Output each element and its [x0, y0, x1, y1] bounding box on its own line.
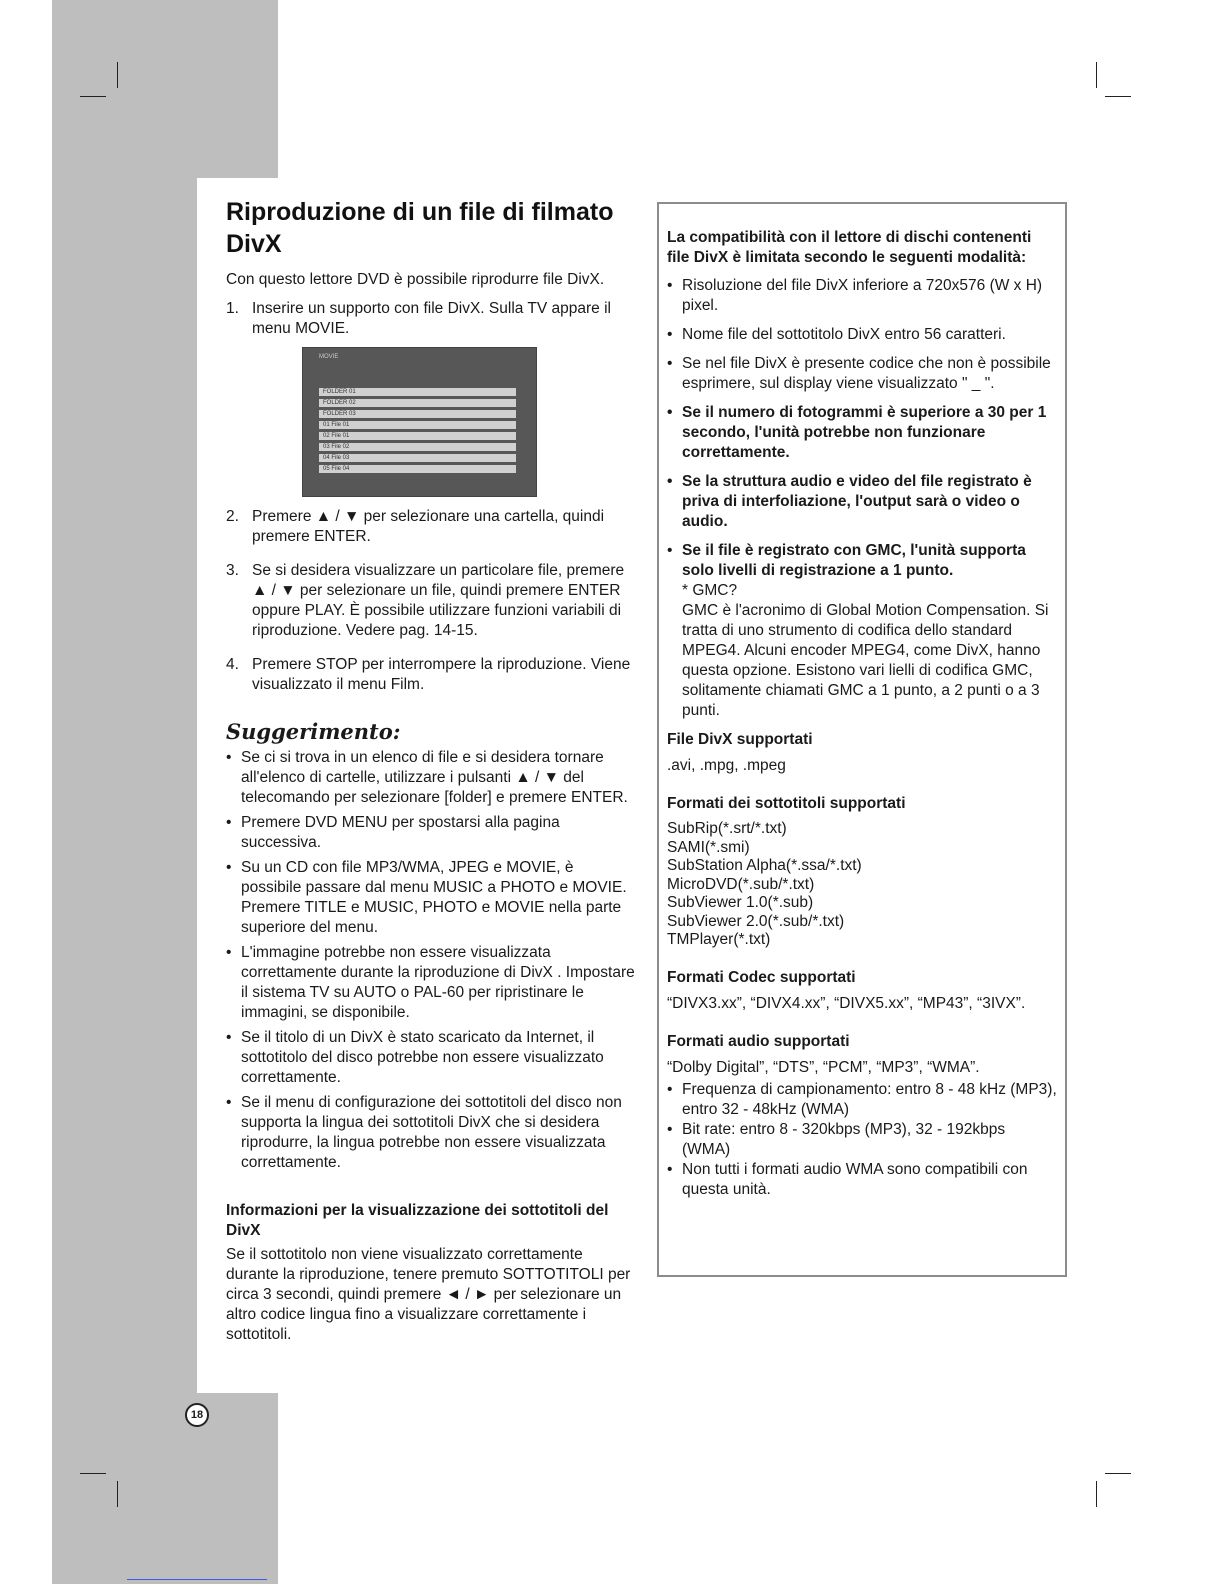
- audio-item: • Bit rate: entro 8 - 320kbps (MP3), 32 - 192kbps (WMA): [667, 1120, 1057, 1160]
- menu-row: 01 File 01: [319, 421, 516, 429]
- files-text: .avi, .mpg, .mpeg: [667, 757, 786, 774]
- codec-text: “DIVX3.xx”, “DIVX4.xx”, “DIVX5.xx”, “MP43”, “3IVX”.: [667, 994, 1026, 1012]
- box-heading: La compatibilità con il lettore di dischi contenenti file DivX è limitata secondo le seguenti modalità:: [667, 229, 1032, 266]
- page-margin-band: [52, 0, 278, 178]
- step-item: [226, 561, 636, 641]
- tip-item: • Se il menu di configurazione dei sottotitoli del disco non supporta la lingua dei sottotitoli DivX che si desidera riprodurre, la lingua potrebbe non essere visualizzata correttamente.: [226, 1093, 636, 1173]
- page-title: Riproduzione di un file di filmato DivX: [226, 198, 614, 258]
- subs-format: TMPlayer(*.txt): [667, 931, 771, 948]
- subs-format: MicroDVD(*.sub/*.txt): [667, 875, 815, 893]
- compat-item: • Nome file del sottotitolo DivX entro 56 caratteri.: [667, 325, 1057, 345]
- crop-mark: [1096, 1481, 1097, 1507]
- compatibility-box: [657, 202, 1067, 1277]
- tip-item: • Se ci si trova in un elenco di file e si desidera tornare all'elenco di cartelle, utilizzare i pulsanti ▲ / ▼ del telecomando per selezionare [folder] e premere ENTER.: [226, 748, 636, 808]
- menu-row: FOLDER 01: [319, 388, 516, 396]
- subs-heading: Formati dei sottotitoli supportati: [667, 795, 906, 812]
- subs-format: SubViewer 1.0(*.sub): [667, 894, 814, 911]
- compat-item: • Se il numero di fotogrammi è superiore a 30 per 1 secondo, l'unità potrebbe non funzionare correttamente.: [667, 403, 1057, 463]
- tip-item: • L'immagine potrebbe non essere visualizzata correttamente durante la riproduzione di DivX . Impostare il sistema TV su AUTO o PAL-60 per ripristinare le immagini, se disponibile.: [226, 943, 636, 1023]
- crop-mark: [1105, 1473, 1131, 1474]
- tip-item: • Premere DVD MENU per spostarsi alla pagina successiva.: [226, 813, 636, 853]
- crop-mark: [1105, 96, 1131, 97]
- step-item: [226, 299, 636, 339]
- step-text: Premere ▲ / ▼ per selezionare una cartella, quindi premere ENTER.: [252, 508, 605, 545]
- page-margin-band: [52, 178, 197, 1393]
- step-item: [226, 507, 636, 547]
- audio-heading: Formati audio supportati: [667, 1032, 850, 1050]
- crop-mark: [117, 62, 118, 88]
- link-underline: [127, 1579, 267, 1580]
- tip-heading: Suggerimento:: [226, 719, 401, 744]
- tip-item: • Su un CD con file MP3/WMA, JPEG e MOVIE, è possibile passare dal menu MUSIC a PHOTO e MOVIE. Premere TITLE e MUSIC, PHOTO e MOVIE nella parte superiore del menu.: [226, 858, 636, 938]
- subs-format: SubRip(*.srt/*.txt): [667, 820, 787, 837]
- subs-format: SubViewer 2.0(*.sub/*.txt): [667, 912, 845, 930]
- files-heading: File DivX supportati: [667, 731, 813, 748]
- gmc-question: * GMC?: [682, 582, 738, 599]
- left-column: [226, 196, 636, 1345]
- audio-item: • Non tutti i formati audio WMA sono compatibili con questa unità.: [667, 1160, 1057, 1200]
- step-number: 1.: [226, 300, 239, 317]
- compat-item-gmc: [667, 541, 1057, 721]
- compat-item: • Se nel file DivX è presente codice che non è possibile esprimere, sul display viene visualizzato " _ ".: [667, 354, 1057, 394]
- audio-item: • Frequenza di campionamento: entro 8 - 48 kHz (MP3), entro 32 - 48kHz (WMA): [667, 1080, 1057, 1120]
- step-text: Se si desidera visualizzare un particolare file, premere ▲ / ▼ per selezionare un file, quindi premere ENTER oppure PLAY. È possibile utilizzare funzioni variabili di riproduzione. Vedere pag. 14-15.: [252, 562, 625, 639]
- menu-header: MOVIE: [319, 354, 339, 360]
- menu-row: 05 File 04: [319, 465, 516, 473]
- step-text: Inserire un supporto con file DivX. Sulla TV appare il menu MOVIE.: [252, 300, 611, 337]
- tip-item: • Se il titolo di un DivX è stato scaricato da Internet, il sottotitolo del disco potrebbe non essere visualizzato correttamente.: [226, 1028, 636, 1088]
- menu-row: 04 File 03: [319, 454, 516, 462]
- compat-list: [667, 276, 1057, 721]
- crop-mark: [117, 1481, 118, 1507]
- page-margin-band: [52, 1393, 278, 1584]
- crop-mark: [80, 1473, 106, 1474]
- movie-menu-screenshot: [302, 347, 537, 497]
- step-item: [226, 655, 636, 695]
- compat-item: • Risoluzione del file DivX inferiore a 720x576 (W x H) pixel.: [667, 276, 1057, 316]
- codec-heading: Formati Codec supportati: [667, 968, 856, 986]
- subs-format: SAMI(*.smi): [667, 838, 750, 856]
- subs-list: [667, 820, 1057, 950]
- menu-row: 03 File 02: [319, 443, 516, 451]
- audio-list: [667, 1080, 1057, 1200]
- intro-text: Con questo lettore DVD è possibile riprodurre file DivX.: [226, 271, 605, 288]
- step-number: 3.: [226, 562, 239, 579]
- menu-row: 02 File 01: [319, 432, 516, 440]
- gmc-text: GMC è l'acronimo di Global Motion Compensation. Si tratta di uno strumento di codifica dello standard MPEG4. Alcuni encoder MPEG4, come DivX, hanno questa opzione. Esistono vari lielli di codifica GMC, solitamente chiamati GMC a 1 punto, a 2 punti o a 3 punti.: [682, 602, 1049, 719]
- gmc-bold-text: Se il file è registrato con GMC, l'unità supporta solo livelli di registrazione a 1 punto.: [682, 542, 1026, 579]
- step-text: Premere STOP per interrompere la riproduzione. Viene visualizzato il menu Film.: [252, 656, 631, 693]
- crop-mark: [1096, 62, 1097, 88]
- tip-list: [226, 748, 636, 1173]
- step-number: 2.: [226, 508, 239, 525]
- step-number: 4.: [226, 656, 239, 673]
- page-number: 18: [185, 1403, 209, 1427]
- menu-row: FOLDER 02: [319, 399, 516, 407]
- compat-item: • Se la struttura audio e video del file registrato è priva di interfoliazione, l'output sarà o video o audio.: [667, 472, 1057, 532]
- subs-format: SubStation Alpha(*.ssa/*.txt): [667, 857, 862, 874]
- subtitle-info-heading: Informazioni per la visualizzazione dei sottotitoli del DivX: [226, 1202, 609, 1239]
- audio-text: “Dolby Digital”, “DTS”, “PCM”, “MP3”, “WMA”.: [667, 1058, 980, 1076]
- crop-mark: [80, 96, 106, 97]
- subtitle-info-text: Se il sottotitolo non viene visualizzato correttamente durante la riproduzione, tenere premuto SOTTOTITOLI per circa 3 secondi, quindi premere ◄ / ► per selezionare un altro codice lingua fino a visualizzare correttamente i sottotitoli.: [226, 1246, 631, 1343]
- menu-row: FOLDER 03: [319, 410, 516, 418]
